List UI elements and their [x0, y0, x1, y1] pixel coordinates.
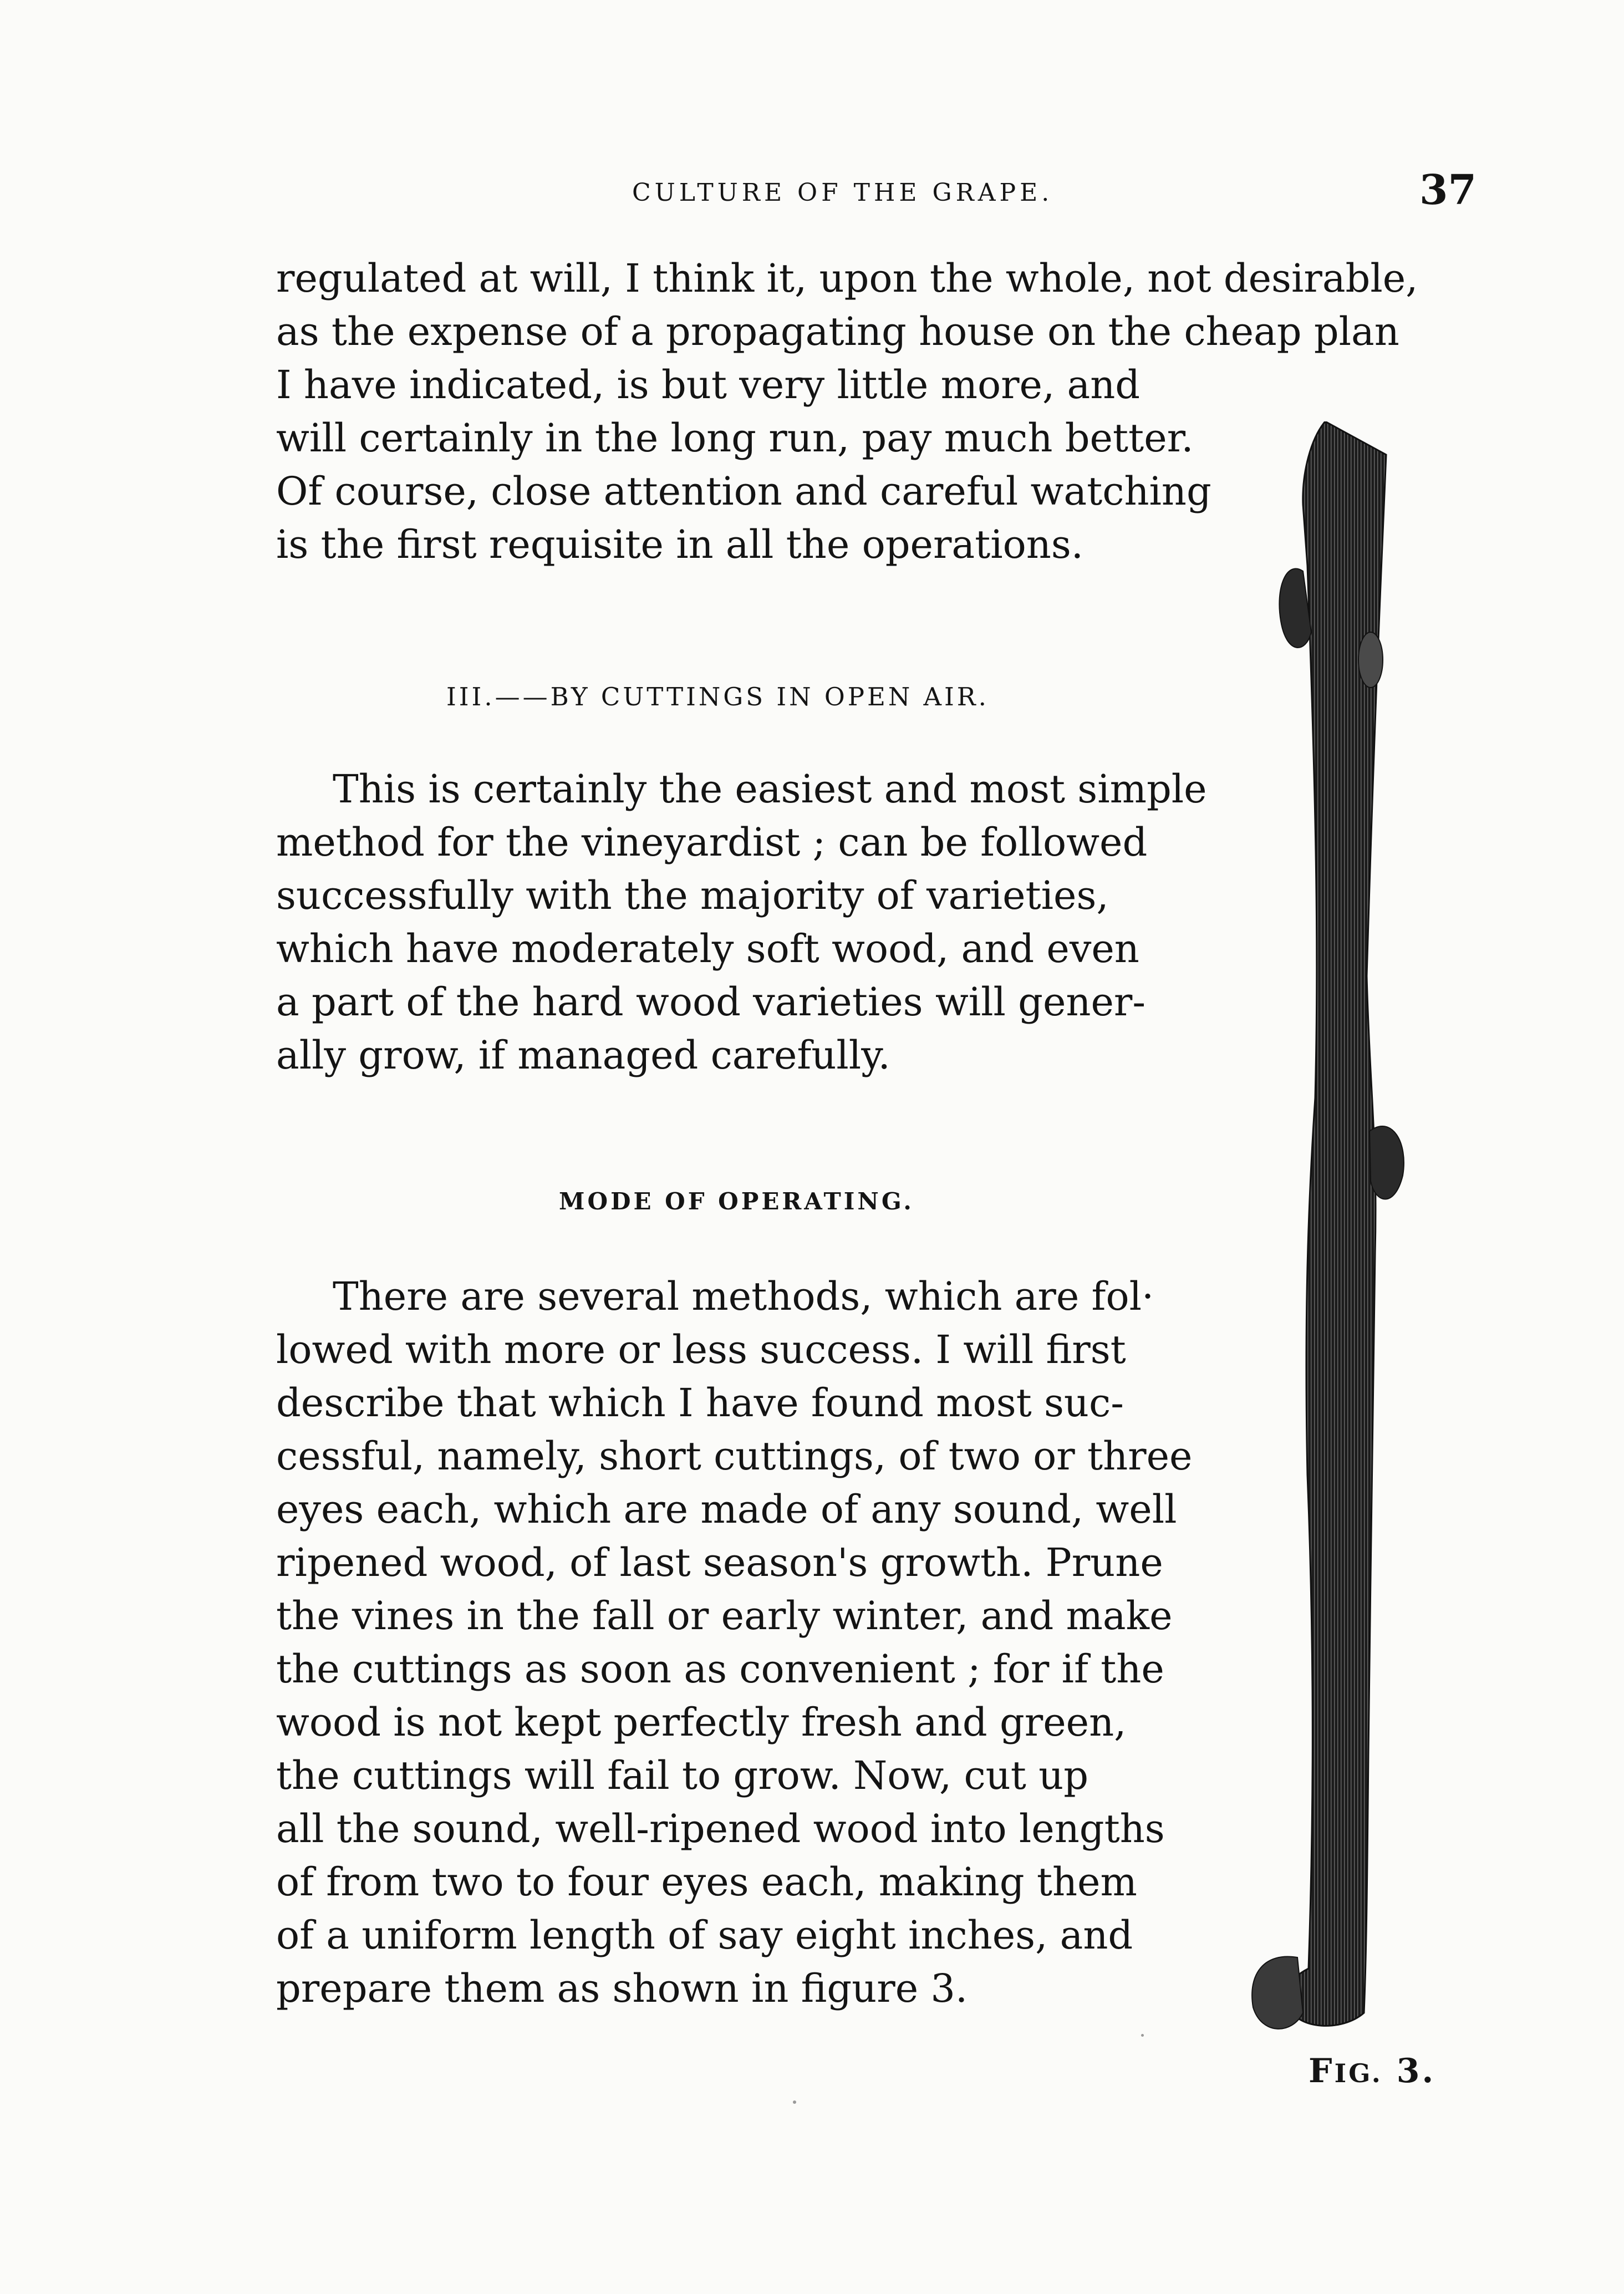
- paragraph-2-line: method for the vineyardist ; can be followed: [276, 820, 1148, 865]
- paragraph-3-line: eyes each, which are made of any sound, well: [276, 1487, 1177, 1532]
- figure-caption-initial: F: [1309, 2052, 1335, 2090]
- paragraph-3-line: cessful, namely, short cuttings, of two or three: [276, 1433, 1193, 1479]
- paragraph-2-line: ally grow, if managed carefully.: [276, 1032, 890, 1078]
- paragraph-3-line: the cuttings as soon as convenient ; for if the: [276, 1646, 1164, 1692]
- section-heading-cuttings: III.——BY CUTTINGS IN OPEN AIR.: [446, 682, 989, 711]
- paragraph-3-line: lowed with more or less success. I will first: [276, 1327, 1126, 1372]
- paragraph-1-line: Of course, close attention and careful watching: [276, 469, 1211, 514]
- paragraph-1-line: as the expense of a propagating house on the cheap plan: [276, 309, 1399, 354]
- paragraph-3-line: all the sound, well-ripened wood into lengths: [276, 1806, 1165, 1852]
- print-speck: [793, 2100, 796, 2104]
- paragraph-3-line: wood is not kept perfectly fresh and green,: [276, 1700, 1127, 1745]
- paragraph-2-line: This is certainly the easiest and most simple: [333, 766, 1207, 812]
- paragraph-3-line: the cuttings will fail to grow. Now, cut up: [276, 1753, 1089, 1798]
- cutting-node-middle: [1370, 1126, 1404, 1199]
- paragraph-3-line: of from two to four eyes each, making them: [276, 1859, 1137, 1905]
- figure-caption-label: IG.: [1334, 2058, 1383, 2088]
- paragraph-3-line: the vines in the fall or early winter, and make: [276, 1593, 1173, 1639]
- paragraph-3-line: There are several methods, which are fol·: [333, 1274, 1154, 1319]
- paragraph-3-line: prepare them as shown in figure 3.: [276, 1966, 968, 2011]
- print-speck: [1141, 2034, 1144, 2037]
- cutting-heel: [1252, 1956, 1303, 2028]
- paragraph-3-line: describe that which I have found most suc-: [276, 1380, 1124, 1426]
- cutting-bud-upper: [1279, 569, 1311, 648]
- grape-cutting-illustration-icon: [1242, 421, 1464, 2041]
- paragraph-1-line: regulated at will, I think it, upon the whole, not desirable,: [276, 256, 1418, 301]
- running-head: CULTURE OF THE GRAPE.: [632, 179, 1053, 207]
- paragraph-1-line: will certainly in the long run, pay much better.: [276, 415, 1194, 461]
- grape-cutting-svg: [1242, 421, 1464, 2041]
- figure-caption-number: 3.: [1396, 2052, 1436, 2090]
- paragraph-1-line: I have indicated, is but very little more, and: [276, 362, 1141, 408]
- figure-caption: [1309, 2052, 1435, 2090]
- paragraph-3-line: ripened wood, of last season's growth. Prune: [276, 1540, 1163, 1585]
- paragraph-1-line: is the first requisite in all the operations.: [276, 522, 1084, 567]
- paragraph-2-line: successfully with the majority of varieties,: [276, 873, 1109, 918]
- page-number: 37: [1419, 166, 1477, 214]
- paragraph-2-line: a part of the hard wood varieties will gener-: [276, 979, 1146, 1025]
- section-heading-mode-of-operating: MODE OF OPERATING.: [559, 1188, 914, 1215]
- paragraph-2-line: which have moderately soft wood, and even: [276, 926, 1139, 971]
- cutting-scar: [1358, 632, 1383, 688]
- paragraph-3-line: of a uniform length of say eight inches, and: [276, 1912, 1133, 1958]
